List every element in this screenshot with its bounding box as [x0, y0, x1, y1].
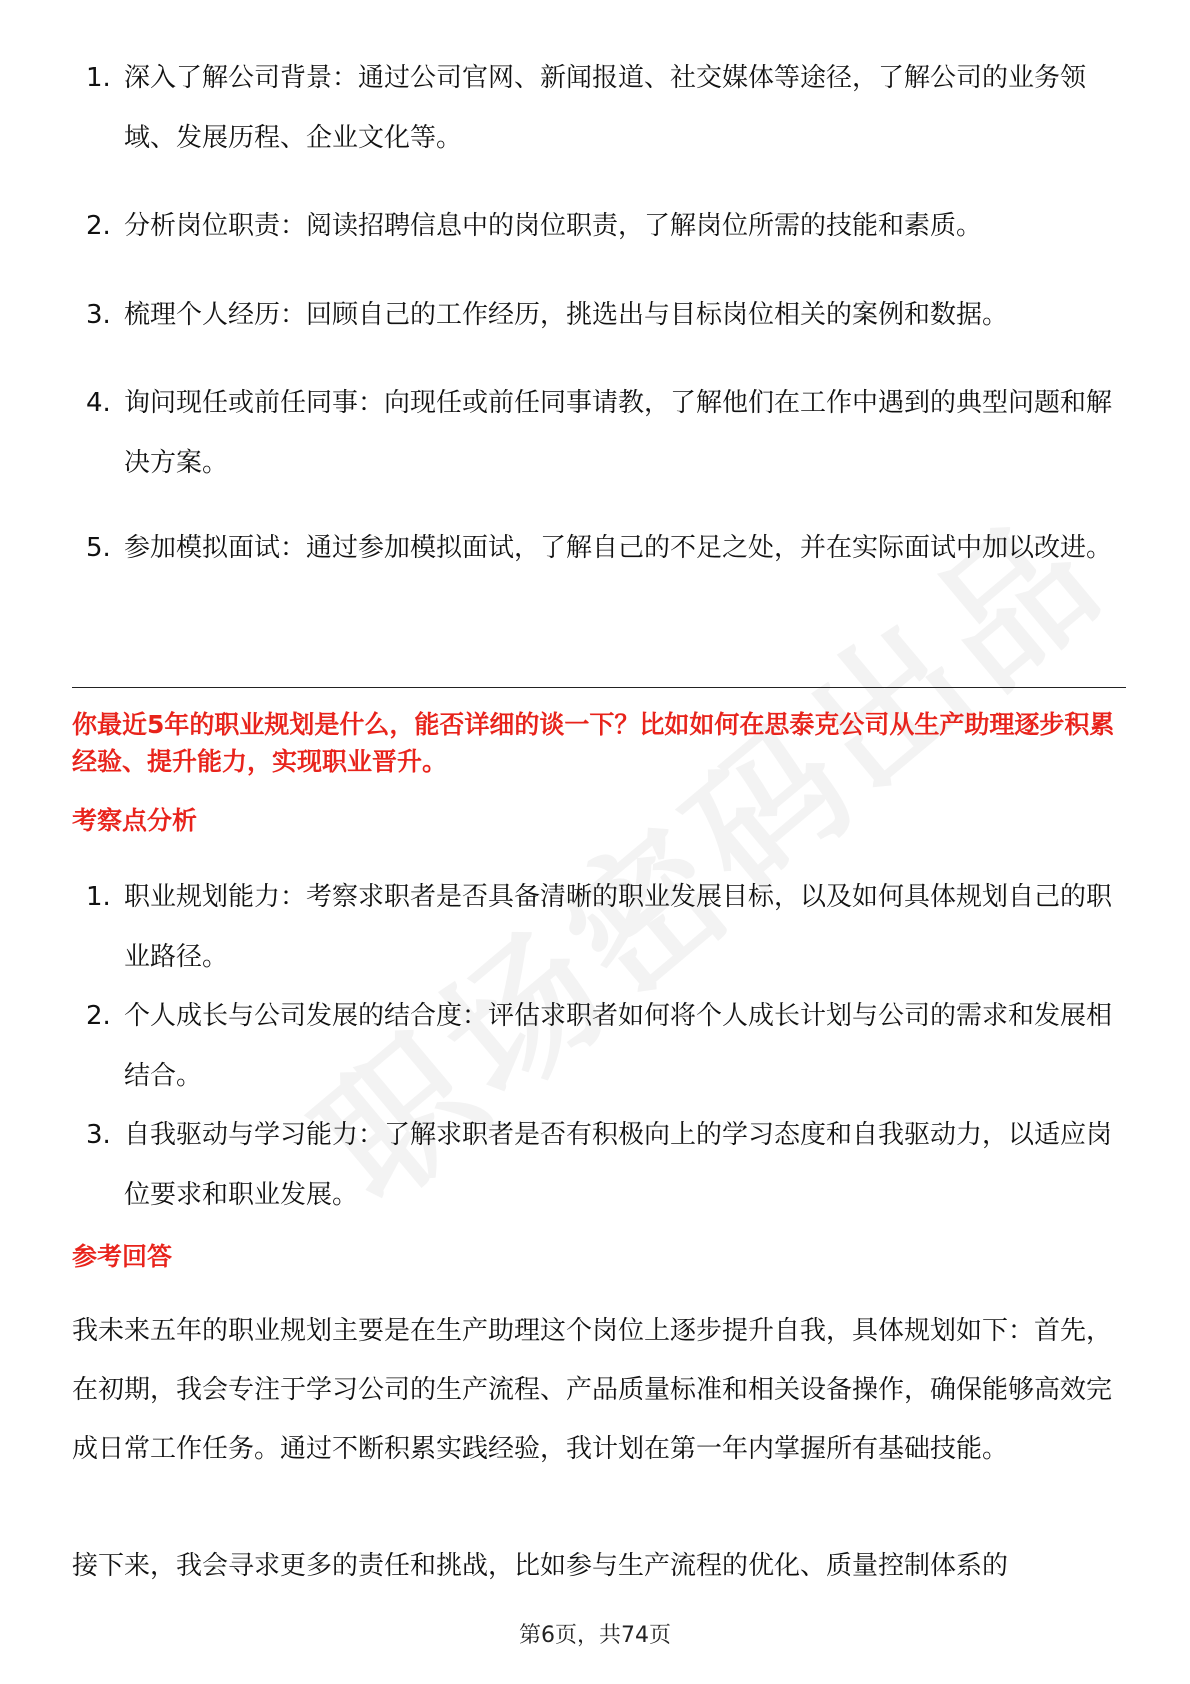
list-text: 深入了解公司背景：通过公司官网、新闻报道、社交媒体等途径，了解公司的业务领域、发展历程、企业文化等。 — [124, 63, 1087, 153]
list-text: 参加模拟面试：通过参加模拟面试，了解自己的不足之处，并在实际面试中加以改进。 — [124, 533, 1113, 563]
page-footer: 第6页，共74页 — [519, 1623, 671, 1648]
list-number: 3. — [86, 1120, 111, 1150]
list-text: 个人成长与公司发展的结合度：评估求职者如何将个人成长计划与公司的需求和发展相结合。 — [124, 1001, 1113, 1091]
list-number: 4. — [86, 388, 111, 418]
list-text: 分析岗位职责：阅读招聘信息中的岗位职责，了解岗位所需的技能和素质。 — [124, 211, 983, 241]
list-number: 1. — [86, 882, 111, 912]
list-number: 2. — [86, 211, 111, 241]
list-text: 询问现任或前任同事：向现任或前任同事请教，了解他们在工作中遇到的典型问题和解决方案。 — [124, 388, 1113, 478]
list-text: 梳理个人经历：回顾自己的工作经历，挑选出与目标岗位相关的案例和数据。 — [124, 300, 1009, 330]
list-number: 3. — [86, 300, 111, 330]
list-number: 1. — [86, 63, 111, 93]
interview-question: 你最近5年的职业规划是什么，能否详细的谈一下？比如如何在思泰克公司从生产助理逐步积累经验、提升能力，实现职业晋升。 — [72, 710, 1115, 776]
analysis-heading: 考察点分析 — [72, 806, 198, 835]
section-divider — [72, 687, 1126, 688]
list-text: 职业规划能力：考察求职者是否具备清晰的职业发展目标，以及如何具体规划自己的职业路径。 — [124, 882, 1113, 972]
answer-paragraph: 接下来，我会寻求更多的责任和挑战，比如参与生产流程的优化、质量控制体系的 — [72, 1551, 1009, 1581]
list-text: 自我驱动与学习能力：了解求职者是否有积极向上的学习态度和自我驱动力，以适应岗位要求和职业发展。 — [124, 1120, 1113, 1210]
list-number: 5. — [86, 533, 111, 563]
list-number: 2. — [86, 1001, 111, 1031]
answer-heading: 参考回答 — [72, 1242, 173, 1271]
answer-paragraph: 我未来五年的职业规划主要是在生产助理这个岗位上逐步提升自我，具体规划如下：首先，在初期，我会专注于学习公司的生产流程、产品质量标准和相关设备操作，确保能够高效完成日常工作任务。通过不断积累实践经验，我计划在第一年内掌握所有基础技能。 — [72, 1316, 1113, 1464]
